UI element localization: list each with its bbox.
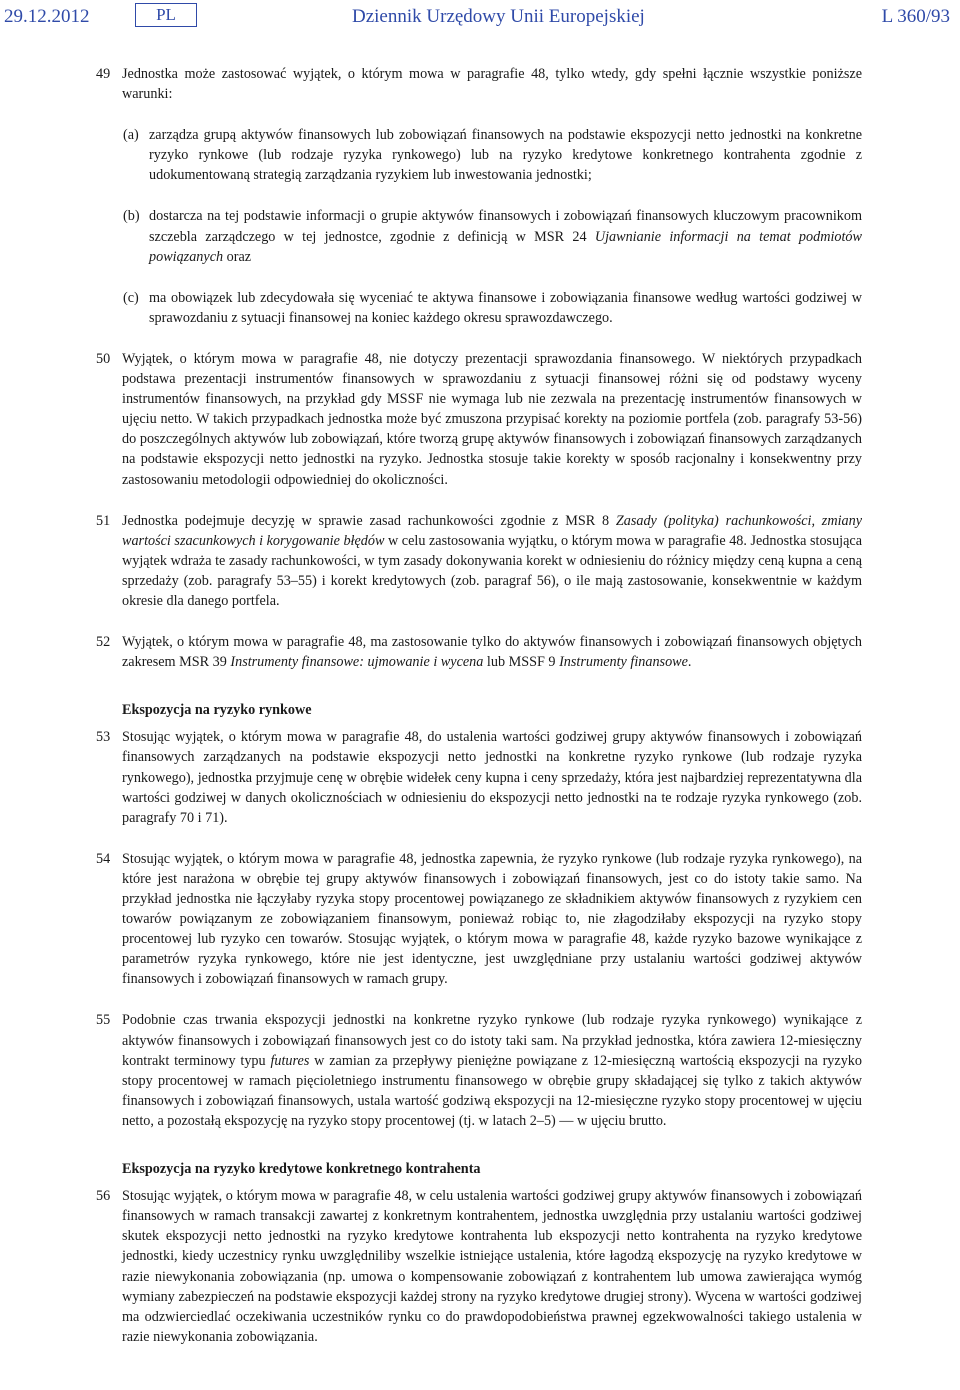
paragraph-55: [96, 1010, 862, 1131]
section-heading-market-risk: Ekspozycja na ryzyko rynkowe: [122, 702, 312, 719]
paragraph-text: Stosując wyjątek, o którym mowa w paragrafie 48, do ustalenia wartości godziwej grupy aktywów finansowych i zobowiązań finansowych zarządzanych na podstawie ekspozycji netto jednostki na konkretne ryzyko rynkowe (lub rodzaje ryzyka rynkowego), jednostka przyjmuje cenę w obrębie widełek ceny kupna i ceny sprzedaży, która jest najbardziej reprezentatywna dla wartości godziwej w danych okolicznościach w odniesieniu do ekspozycji netto jednostki na te rodzaje ryzyka rynkowego (zob. paragrafy 70 i 71).: [122, 729, 862, 826]
standard-title: Ujawnianie informacji na temat podmiotów powiązanych: [149, 228, 862, 265]
paragraph-text-cont: w zamian za przepływy pieniężne powiązane z 12-miesięczną wartością ekspozycji na ryzyko stopy procentowej w ramach pięcioletniego instrumentu finansowego w obrębie grupy składającej się tylko z takich aktywów finansowych i zobowiązań finansowych, ustala wartość godziwą ekspozycji na 12-miesięczne ryzyko stopy procentowej w ujęciu netto, a pozostałą ekspozycję na ryzyko stopy procentowej (tj. w latach 2–5) — w ujęciu brutto.: [122, 1052, 862, 1129]
paragraph-49: [96, 64, 862, 104]
paragraph-number: 55: [96, 1012, 111, 1029]
section-heading-credit-risk: Ekspozycja na ryzyko kredytowe konkretnego kontrahenta: [122, 1161, 481, 1178]
paragraph-number: 49: [96, 66, 111, 82]
paragraph-54: [96, 849, 862, 990]
standard-title: Zasady (polityka) rachunkowości, zmiany wartości szacunkowych i korygowanie błędów: [122, 512, 863, 549]
paragraph-text-cont: w celu zastosowania wyjątku, o którym mowa w paragrafie 48. Jednostka stosująca wyjątek wdraża te zasady rachunkowości, w tym zasady dokonywania korekt w odniesieniu do różnicy między ceną kupna a ceną sprzedaży (zob. paragrafy 53–55) i korekt kredytowych (zob. paragraf 56), o ile mają zastosowanie, konsekwentnie w każdym okresie dla danego portfela.: [122, 532, 863, 609]
list-item-c: [123, 288, 862, 328]
list-item-text: zarządza grupą aktywów finansowych lub zobowiązań finansowych na podstawie ekspozycji netto jednostki na konkretne ryzyko rynkowe (lub rodzaje ryzyka rynkowego) lub na ryzyko kredytowe konkretnego kontrahenta zgodnie z udokumentowaną strategią zarządzania ryzykiem lub inwestowania jednostki;: [149, 127, 862, 184]
paragraph-number: 56: [96, 1188, 111, 1205]
paragraph-53: [96, 727, 862, 827]
publication-date: 29.12.2012: [4, 6, 90, 27]
term-futures: futures: [270, 1052, 310, 1069]
standard-title-2: Instrumenty finansowe: [559, 654, 688, 671]
list-item-a: [123, 125, 862, 185]
language-badge: PL: [135, 3, 197, 27]
paragraph-number: 50: [96, 350, 111, 367]
list-item-label: (b): [123, 208, 140, 225]
paragraph-number: 54: [96, 850, 111, 867]
paragraph-number: 51: [96, 512, 111, 529]
list-item-label: (c): [123, 289, 139, 306]
paragraph-text: Podobnie czas trwania ekspozycji jednostki na konkretne ryzyko rynkowe (lub rodzaje ryzyka rynkowego) wynikające z aktywów finansowych i zobowiązań finansowych jest co do istoty taki sam. Na przykład jednostka, która zawiera 12-miesięczny kontrakt terminowy typu: [122, 1012, 862, 1069]
journal-title: Dziennik Urzędowy Unii Europejskiej: [352, 6, 645, 27]
list-item-label: (a): [123, 127, 139, 144]
paragraph-text: Jednostka podejmuje decyzję w sprawie zasad rachunkowości zgodnie z MSR 8: [122, 512, 616, 529]
paragraph-text: Wyjątek, o którym mowa w paragrafie 48, ma zastosowanie tylko do aktywów finansowych i zobowiązań finansowych objętych zakresem MSR 39: [122, 634, 862, 671]
document-body: [0, 64, 960, 1368]
paragraph-50: [96, 349, 862, 490]
paragraph-number: 52: [96, 634, 111, 651]
paragraph-51: [96, 511, 863, 611]
paragraph-text: Wyjątek, o którym mowa w paragrafie 48, nie dotyczy prezentacji sprawozdania finansowego. W niektórych przypadkach podstawa prezentacji instrumentów finansowych w sprawozdaniu z sytuacji finansowej różni się od podstawy wyceny instrumentów finansowych, na przykład gdy MSSF nie wymaga lub nie zezwala na prezentację instrumentów finansowych w ujęciu netto. W takich przypadkach jednostka może być zmuszona przypisać korekty na poziomie portfela (zob. paragrafy 53-56) do poszczególnych aktywów lub zobowiązań, które tworzą grupę aktywów finansowych i zobowiązań finansowych zarządzanych na podstawie ekspozycji netto jednostki na ryzyko. Jednostka stosuje takie korekty w sposób racjonalny i konsekwentny przy zastosowaniu metodologii odpowiedniej do okoliczności.: [122, 350, 862, 488]
paragraph-text-end: .: [687, 654, 692, 671]
paragraph-52: [96, 632, 862, 672]
list-item-text: ma obowiązek lub zdecydowała się wyceniać te aktywa finansowe i zobowiązania finansowe według wartości godziwej w sprawozdaniu z sytuacji finansowej na koniec każdego okresu sprawozdawczego.: [149, 289, 862, 326]
standard-title: Instrumenty finansowe: ujmowanie i wycena: [230, 654, 484, 671]
paragraph-text-cont: lub MSSF 9: [483, 654, 560, 671]
list-item-b: [123, 206, 862, 266]
list-item-text-end: oraz: [223, 248, 252, 265]
paragraph-text: Jednostka może zastosować wyjątek, o którym mowa w paragrafie 48, tylko wtedy, gdy spełni łącznie wszystkie poniższe warunki:: [122, 66, 862, 103]
paragraph-text: Stosując wyjątek, o którym mowa w paragrafie 48, jednostka zapewnia, że ryzyko rynkowe (lub rodzaje ryzyka rynkowego), na które jest narażona w obrębie tej grupy aktywów finansowych i zobowiązań finansowych, jest co do istoty takie samo. Na przykład jednostka nie łączyłaby ryzyka stopy procentowej powiązanego ze składnikiem aktywów finansowych z ryzykiem cen towarów powiązanym ze zobowiązaniem finansowym, ponieważ robiąc to, nie złagodziłaby ekspozycji na ryzyko stopy procentowej lub ryzyko cen towarów. Stosując wyjątek, o którym mowa w paragrafie 48, każde ryzyko bazowe wynikające z parametrów ryzyka rynkowego, które nie jest identyczne, jest uwzględniane przy ustalaniu wartości godziwej aktywów finansowych i zobowiązań finansowych w ramach grupy.: [122, 850, 862, 988]
paragraph-56: [96, 1186, 862, 1347]
page-header: [0, 3, 960, 29]
paragraph-text: Stosując wyjątek, o którym mowa w paragrafie 48, w celu ustalenia wartości godziwej grupy aktywów finansowych i zobowiązań finansowych w ramach transakcji zawartej z konkretnym kontrahentem, jednostka uwzględnia przy ustalaniu wartości godziwej skutek ekspozycji netto jednostki na ryzyko kredytowe kontrahenta lub ekspozycji netto kontrahenta na ryzyko kredytowe jednostki, kiedy uczestnicy rynku uwzględniliby wszelkie istniejące ustalenia, które łagodzą ekspozycję na ryzyko kredytowe w razie niewykonania zobowiązania (np. umowa o kompensowanie zobowiązań z kontrahentem lub umowa zawierająca wymóg wymiany zabezpieczeń na podstawie ekspozycji każdej strony na ryzyko kredytowe drugiej strony). Wycena w wartości godziwej ma odzwierciedlać oczekiwania uczestników rynku co do prawdopodobieństwa prawnej egzekwowalności takiego ustalenia w razie niewykonania zobowiązania.: [122, 1188, 862, 1345]
list-item-text: dostarcza na tej podstawie informacji o grupie aktywów finansowych i zobowiązań finansowych kluczowym pracownikom szczebla zarządczego w tej jednostce, zgodnie z definicją w MSR 24: [149, 208, 862, 245]
page-reference: L 360/93: [881, 6, 950, 27]
paragraph-number: 53: [96, 729, 111, 746]
